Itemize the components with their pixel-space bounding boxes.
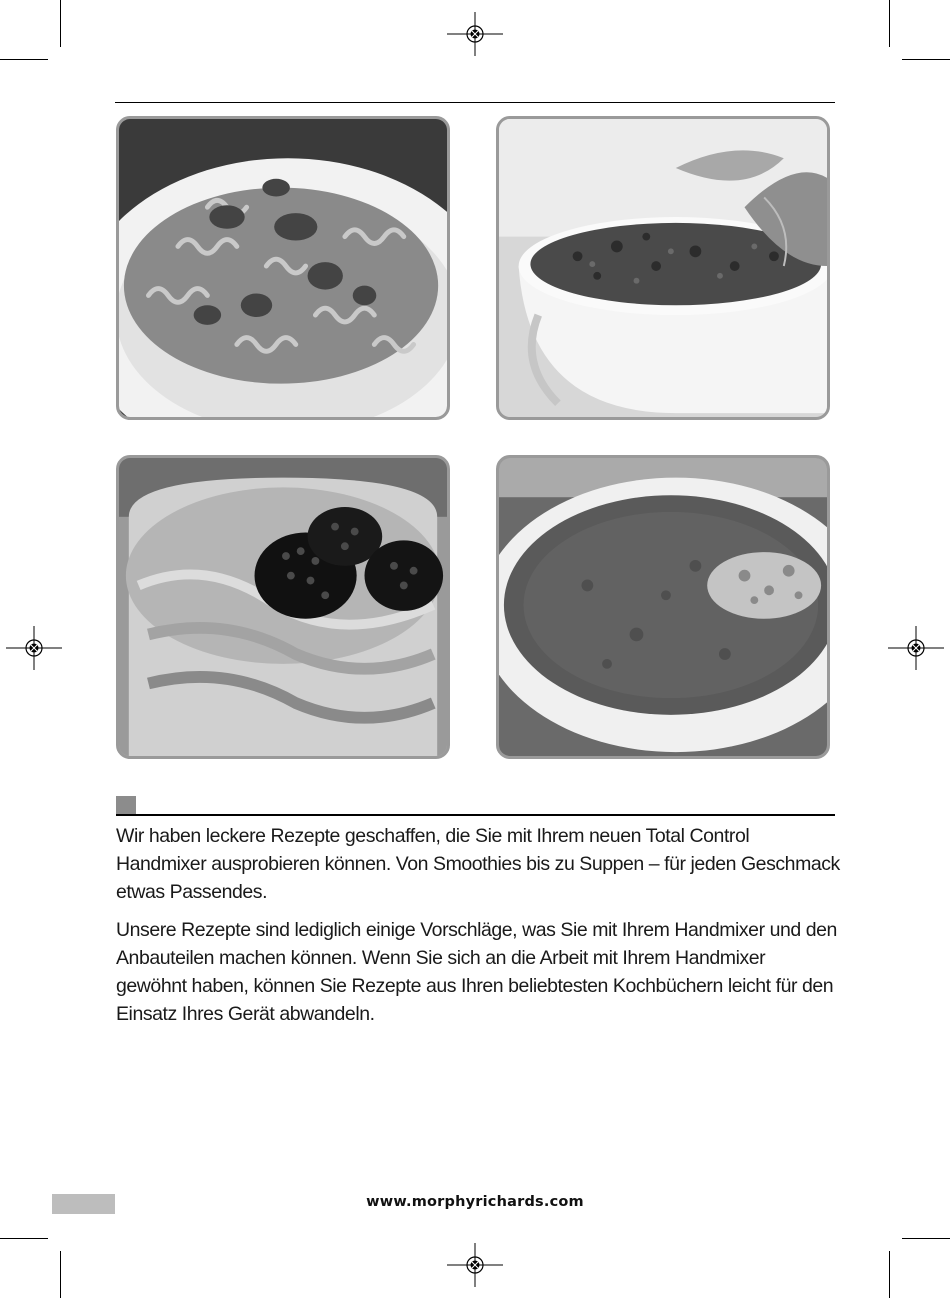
photo-soup bbox=[496, 455, 830, 759]
intro-paragraph-2: Unsere Rezepte sind lediglich einige Vorschläge, was Sie mit Ihrem Handmixer und den Anbauteilen machen können. Wenn Sie sich an die Arbeit mit Ihrem Handmixer gewöhnt haben, können Sie Rezepte aus Ihren beliebtesten Kochbüchern leicht für den Einsatz Ihres Gerät abwandeln. bbox=[116, 919, 837, 1025]
crop-mark bbox=[902, 1238, 950, 1239]
smoothie-image bbox=[119, 458, 447, 756]
intro-paragraph-1: Wir haben leckere Rezepte geschaffen, die Sie mit Ihrem neuen Total Control Handmixer ausprobieren können. Von Smoothies bis zu Suppen – für jeden Geschmack etwas Passendes. bbox=[116, 825, 840, 903]
photo-pesto bbox=[496, 116, 830, 420]
pesto-image bbox=[499, 119, 827, 417]
crop-mark bbox=[60, 1251, 61, 1298]
crop-mark bbox=[889, 1251, 890, 1298]
registration-mark-icon bbox=[447, 6, 503, 62]
crop-mark bbox=[902, 59, 950, 60]
page-number-tab bbox=[52, 1194, 115, 1214]
photo-smoothie bbox=[116, 455, 450, 759]
crop-mark bbox=[889, 0, 890, 47]
section-marker bbox=[116, 796, 136, 814]
soup-image bbox=[499, 458, 827, 756]
footer-url: www.morphyrichards.com bbox=[366, 1194, 584, 1210]
crop-mark bbox=[60, 0, 61, 47]
registration-mark-icon bbox=[6, 620, 62, 676]
intro-text bbox=[116, 822, 840, 1038]
photo-pasta bbox=[116, 116, 450, 420]
crop-mark bbox=[0, 59, 48, 60]
registration-mark-icon bbox=[888, 620, 944, 676]
registration-mark-icon bbox=[447, 1237, 503, 1293]
section-rule bbox=[116, 814, 835, 816]
crop-mark bbox=[0, 1238, 48, 1239]
header-rule bbox=[115, 102, 835, 103]
pasta-image bbox=[119, 119, 447, 417]
